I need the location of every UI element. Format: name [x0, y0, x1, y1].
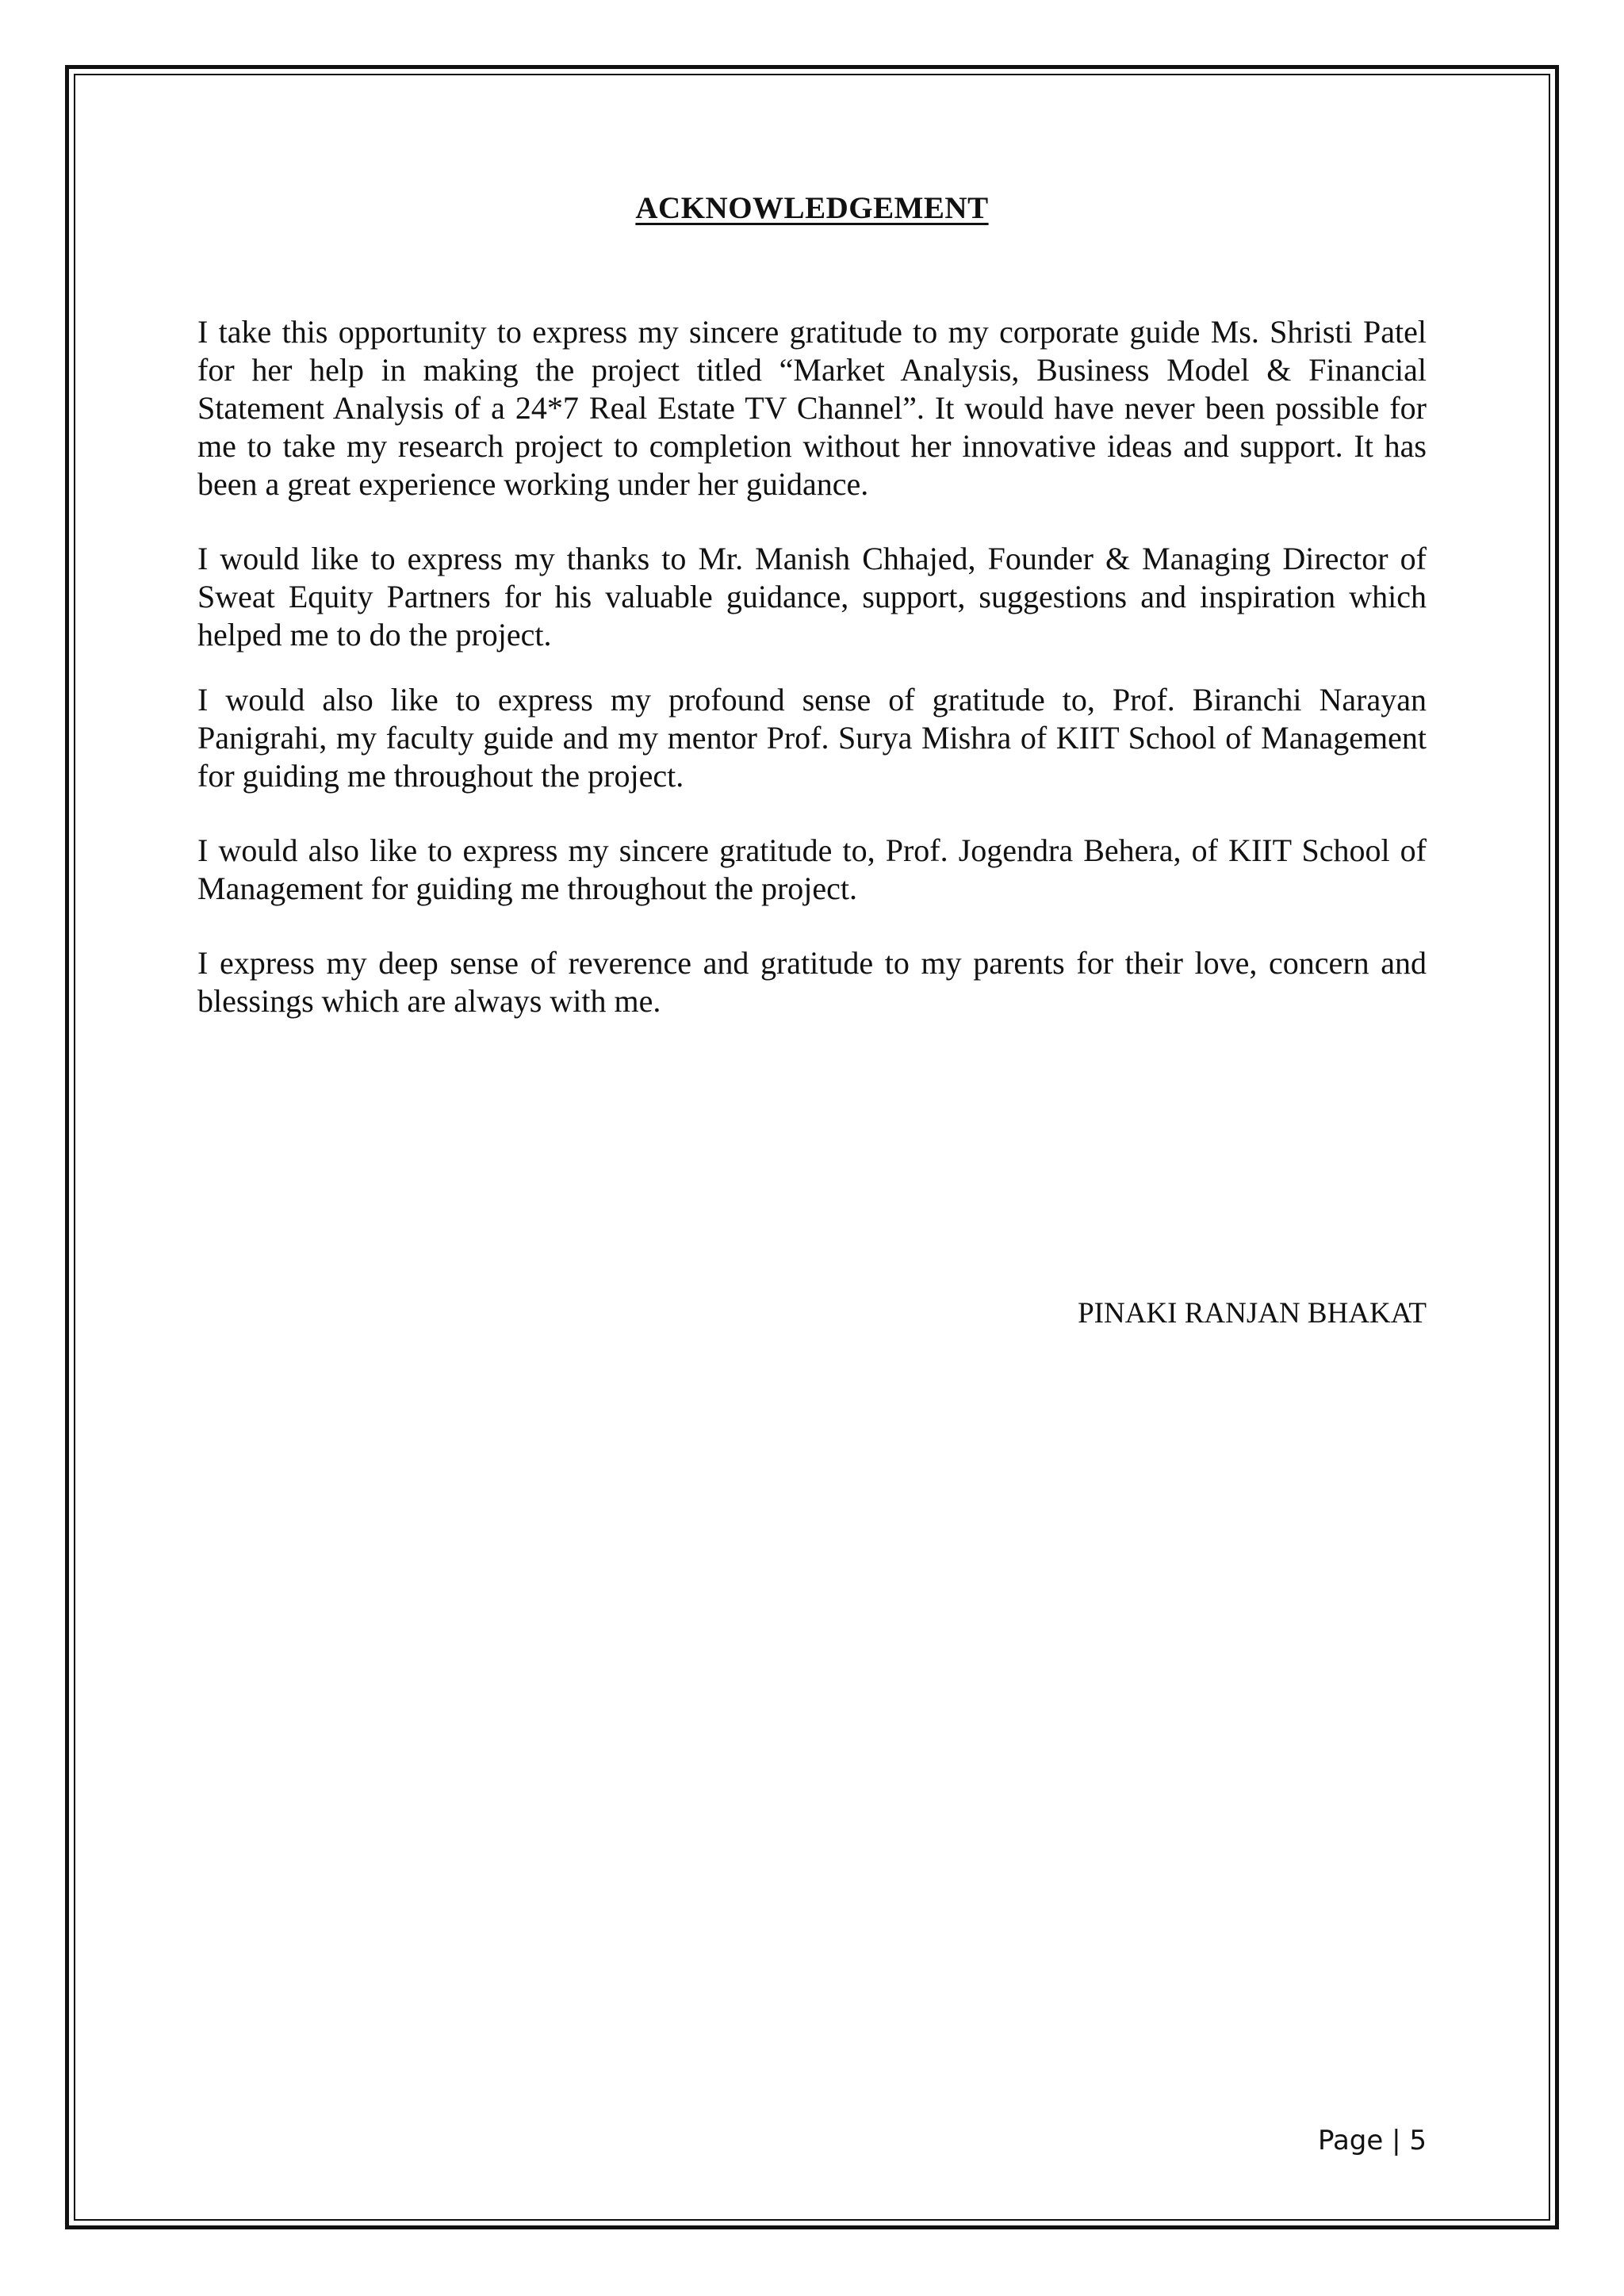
paragraph-faculty-guide: I would also like to express my profound sense of gratitude to, Prof. Biranchi Narayan Panigrahi, my faculty guide and my mentor Prof. Surya Mishra of KIIT School of Management for guiding me throughout the project. [197, 682, 1427, 794]
page-title: ACKNOWLEDGEMENT [635, 191, 989, 225]
page-number: Page | 5 [1317, 2125, 1427, 2156]
paragraph-founder-thanks: I would like to express my thanks to Mr. Manish Chhajed, Founder & Managing Director of Sweat Equity Partners for his valuable guidance, support, suggestions and inspiration which helped me to do the project. [197, 541, 1427, 652]
paragraph-prof-behera: I would also like to express my sincere gratitude to, Prof. Jogendra Behera, of KIIT School of Management for guiding me throughout the project. [197, 832, 1427, 906]
document-body [197, 190, 1427, 1057]
author-signature: PINAKI RANJAN BHAKAT [1078, 1297, 1427, 1330]
paragraph-corporate-guide: I take this opportunity to express my sincere gratitude to my corporate guide Ms. Shristi Patel for her help in making the project titled “Market Analysis, Business Model & Financial Statement Analysis of a 24*7 Real Estate TV Channel”. It would have never been possible for me to take my research project to completion without her innovative ideas and support. It has been a great experience working under her guidance. [197, 314, 1427, 502]
paragraph-parents: I express my deep sense of reverence and gratitude to my parents for their love, concern and blessings which are always with me. [197, 945, 1427, 1019]
